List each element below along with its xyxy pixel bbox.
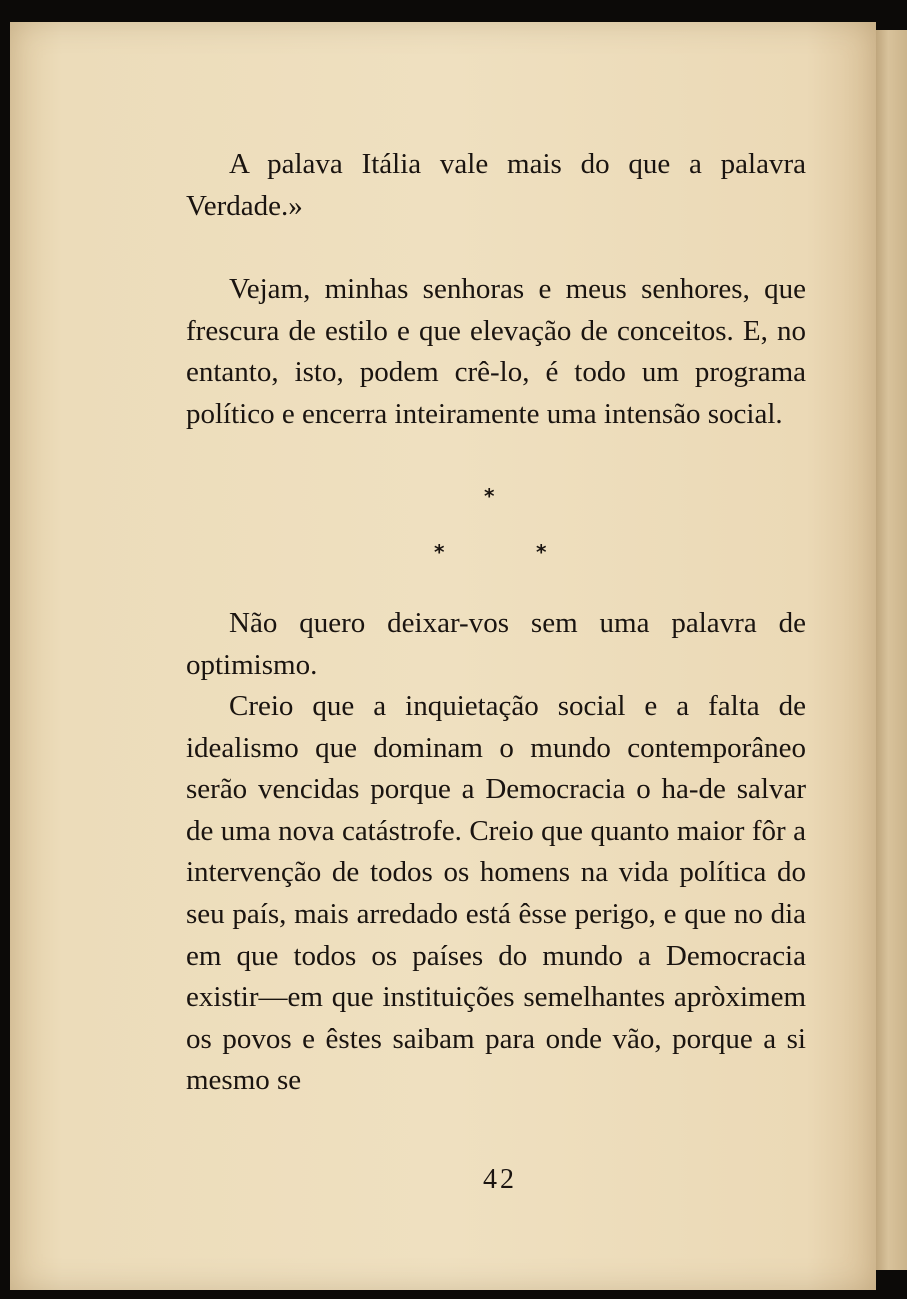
adjacent-page-edge	[876, 30, 907, 1270]
paragraph-4: Creio que a inquietação social e a falta de idealismo que dominam o mundo contemporâneo serão vencidas porque a Democracia o ha-de salvar de uma nova catástrofe. Creio que quanto maior fôr a intervenção de todos os homens na vida política do seu país, mais arredado está êsse perigo, e que no dia em que todos os países do mundo a Democracia existir—em que instituições semelhantes apròximem os povos e êstes saibam para onde vão, porque a si mesmo se	[186, 690, 806, 1097]
paragraph-1: A palava Itália vale mais do que a palavra Verdade.»	[186, 148, 806, 222]
separator-asterisk-right: *	[536, 540, 547, 564]
paragraph-2: Vejam, minhas senhoras e meus senhores, que frescura de estilo e que elevação de conceitos. E, no entanto, isto, podem crê-lo, é todo um programa político e encerra inteiramente uma intensão social.	[186, 273, 806, 430]
separator-asterisk-left: *	[434, 540, 445, 564]
separator-asterisk-top: *	[484, 484, 495, 508]
page-number: 42	[483, 1164, 517, 1195]
paragraph-3: Não quero deixar-vos sem uma palavra de optimismo.	[186, 607, 806, 681]
